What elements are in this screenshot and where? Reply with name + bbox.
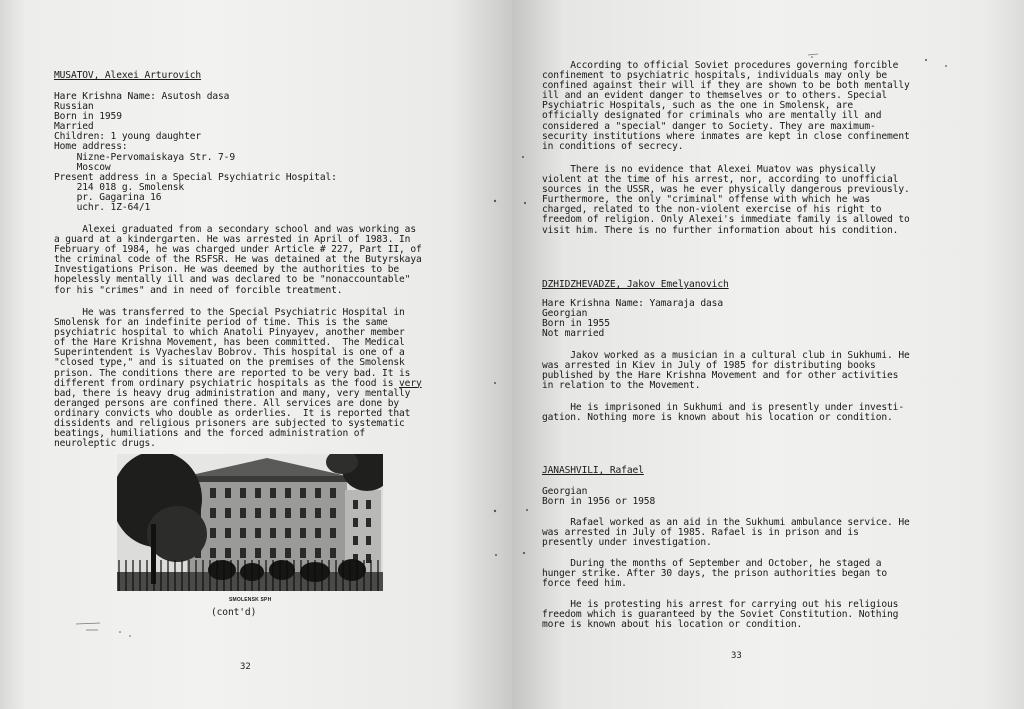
- detail-line: Born in 1956 or 1958: [542, 496, 656, 508]
- text-line: for his "crimes" and in need of forcible treatment.: [54, 284, 343, 296]
- continued-marker: (cont'd): [211, 607, 257, 618]
- entry-title-dzhidzhevadze: DZHIDZHEVADZE, Jakov Emelyanovich: [542, 279, 729, 290]
- text-line: force feed him.: [542, 578, 627, 590]
- text-line: in relation to the Movement.: [542, 380, 701, 392]
- dzhidzhevadze-paragraph-1: [542, 351, 910, 391]
- detail-line: Born in 1955: [542, 318, 610, 330]
- janashvili-paragraph-2: [542, 559, 887, 589]
- detail-line: Hare Krishna Name: Yamaraja dasa: [542, 298, 723, 309]
- detail-line: uchr. 1Z-64/1: [54, 202, 151, 214]
- janashvili-paragraph-1: [542, 518, 910, 548]
- text-line: ordinary convicts who double as orderlies. It is reported that: [54, 407, 411, 419]
- text-line: considered a "special" danger to Society. They are maximum-: [542, 120, 876, 132]
- text-line: in conditions of secrecy.: [542, 140, 684, 152]
- janashvili-paragraph-3: [542, 600, 898, 630]
- text-line: charged, related to the non-violent exercise of his right to: [542, 204, 882, 216]
- text-line: deranged persons are confined there. All services are done by: [54, 397, 400, 409]
- text-line: prison. The conditions there are reported to be very bad. It is: [54, 367, 411, 379]
- text-line: freedom of religion. Only Alexei's immediate family is allowed to: [542, 214, 910, 226]
- detail-line: Georgian: [542, 486, 588, 497]
- text-line: of the Hare Krishna Movement, has been committed. The Medical: [54, 337, 405, 349]
- text-line: a guard at a kindergarten. He was arrested in April of 1983. In: [54, 234, 411, 246]
- text-line: hunger strike. After 30 days, the prison authorities began to: [542, 568, 888, 580]
- text-line: visit him. There is no further information about his condition.: [542, 224, 899, 236]
- text-line: psychiatric hospital to which Anatoli Pinyayev, another member: [54, 327, 405, 339]
- detail-line: Home address:: [54, 141, 128, 153]
- detail-line: Children: 1 young daughter: [54, 131, 202, 143]
- detail-line: Moscow: [54, 161, 111, 173]
- text-line: was arrested in July of 1985. Rafael is in prison and is: [542, 527, 859, 539]
- text-line: sources in the USSR, was he ever physically dangerous previously.: [542, 184, 910, 196]
- detail-line: 214 018 g. Smolensk: [54, 181, 185, 193]
- text-line: He was transferred to the Special Psychiatric Hospital in: [54, 307, 405, 318]
- text-line: more is known about his location or condition.: [542, 619, 803, 631]
- text-line: Superintendent is Vyacheslav Bobrov. This hospital is one of a: [54, 347, 405, 359]
- text-line: Furthermore, the only "criminal" offense with which he was: [542, 194, 871, 206]
- detail-line: Russian: [54, 101, 94, 113]
- text-line: Rafael worked as an aid in the Sukhumi ambulance service. He: [542, 517, 910, 528]
- text-line: published by the Hare Krishna Movement and for other activities: [542, 370, 899, 382]
- text-line: neuroleptic drugs.: [54, 438, 156, 450]
- text-line: According to official Soviet procedures governing forcible: [542, 60, 899, 71]
- detail-line: Hare Krishna Name: Asutosh dasa: [54, 91, 230, 102]
- musatov-paragraph-1: [54, 225, 422, 296]
- detail-line: pr. Gagarina 16: [54, 191, 162, 203]
- entry-title-musatov: MUSATOV, Alexei Arturovich: [54, 70, 202, 81]
- text-line: confined against their will if they are shown to be both mentally: [542, 80, 910, 92]
- photo-caption: SMOLENSK SPH: [229, 597, 272, 603]
- text-line: confinement to psychiatric hospitals, individuals may only be: [542, 70, 888, 82]
- page-number-right: 33: [731, 651, 742, 661]
- text-line: violent at the time of his arrest, nor, according to unofficial: [542, 174, 899, 186]
- underlined-word: very: [399, 377, 422, 389]
- text-line: beatings, humiliations and the forced administration of: [54, 428, 366, 440]
- text-line: officially designated for criminals who are mentally ill and: [542, 110, 882, 122]
- text-line: February of 1984, he was charged under Article # 227, Part II, of: [54, 244, 422, 256]
- text-line: freedom which is guaranteed by the Soviet Constitution. Nothing: [542, 609, 899, 621]
- dzhidzhevadze-details: [542, 299, 723, 339]
- detail-line: Present address in a Special Psychiatric Hospital:: [54, 171, 337, 183]
- detail-line: Married: [54, 121, 94, 133]
- text-line: gation. Nothing more is known about his location or condition.: [542, 412, 893, 424]
- text-line: Smolensk for an indefinite period of time. This is the same: [54, 317, 388, 329]
- right-page: [512, 0, 1024, 709]
- text-line: dissidents and religious prisoners are subjected to systematic: [54, 418, 405, 430]
- text-line: During the months of September and October, he staged a: [542, 558, 882, 569]
- evidence-paragraph: [542, 165, 910, 236]
- detail-line: Born in 1959: [54, 111, 122, 123]
- detail-line: Not married: [542, 328, 605, 340]
- text-line: Psychiatric Hospitals, such as the one in Smolensk, are: [542, 100, 854, 112]
- musatov-details: [54, 92, 337, 213]
- text-line: security institutions where inmates are kept in close confinement: [542, 130, 910, 142]
- text-line: different from ordinary psychiatric hospitals as the food is very: [54, 377, 422, 389]
- musatov-paragraph-2: [54, 308, 422, 449]
- dzhidzhevadze-paragraph-2: [542, 403, 904, 423]
- text-line: ill and an evident danger to themselves or to others. Special: [542, 90, 888, 102]
- text-line: There is no evidence that Alexei Muatov was physically: [542, 164, 876, 175]
- text-line: bad, there is heavy drug administration and many, very mentally: [54, 387, 411, 399]
- janashvili-details: [542, 487, 655, 507]
- text-line: He is protesting his arrest for carrying out his religious: [542, 599, 899, 610]
- text-line: Jakov worked as a musician in a cultural club in Sukhumi. He: [542, 350, 910, 361]
- detail-line: Nizne-Pervomaiskaya Str. 7-9: [54, 151, 235, 163]
- text-line: presently under investigation.: [542, 537, 712, 549]
- text-line: "closed type," and is situated on the premises of the Smolensk: [54, 357, 405, 369]
- text-line: hopelessly mentally ill and was declared to be "nonaccountable": [54, 274, 411, 286]
- entry-title-janashvili: JANASHVILI, Rafael: [542, 465, 644, 476]
- text-line: Investigations Prison. He was deemed by the authorities to be: [54, 264, 400, 276]
- text-line: Alexei graduated from a secondary school and was working as: [54, 224, 416, 235]
- text-line: the criminal code of the RSFSR. He was detained at the Butyrskaya: [54, 254, 422, 266]
- text-line: He is imprisoned in Sukhumi and is presently under investi-: [542, 402, 904, 413]
- detail-line: Georgian: [542, 308, 588, 320]
- text-line: was arrested in Kiev in July of 1985 for distributing books: [542, 360, 876, 372]
- page-number-left: 32: [240, 662, 251, 672]
- procedures-paragraph: [542, 61, 910, 152]
- smolensk-hospital-photo: [117, 454, 383, 591]
